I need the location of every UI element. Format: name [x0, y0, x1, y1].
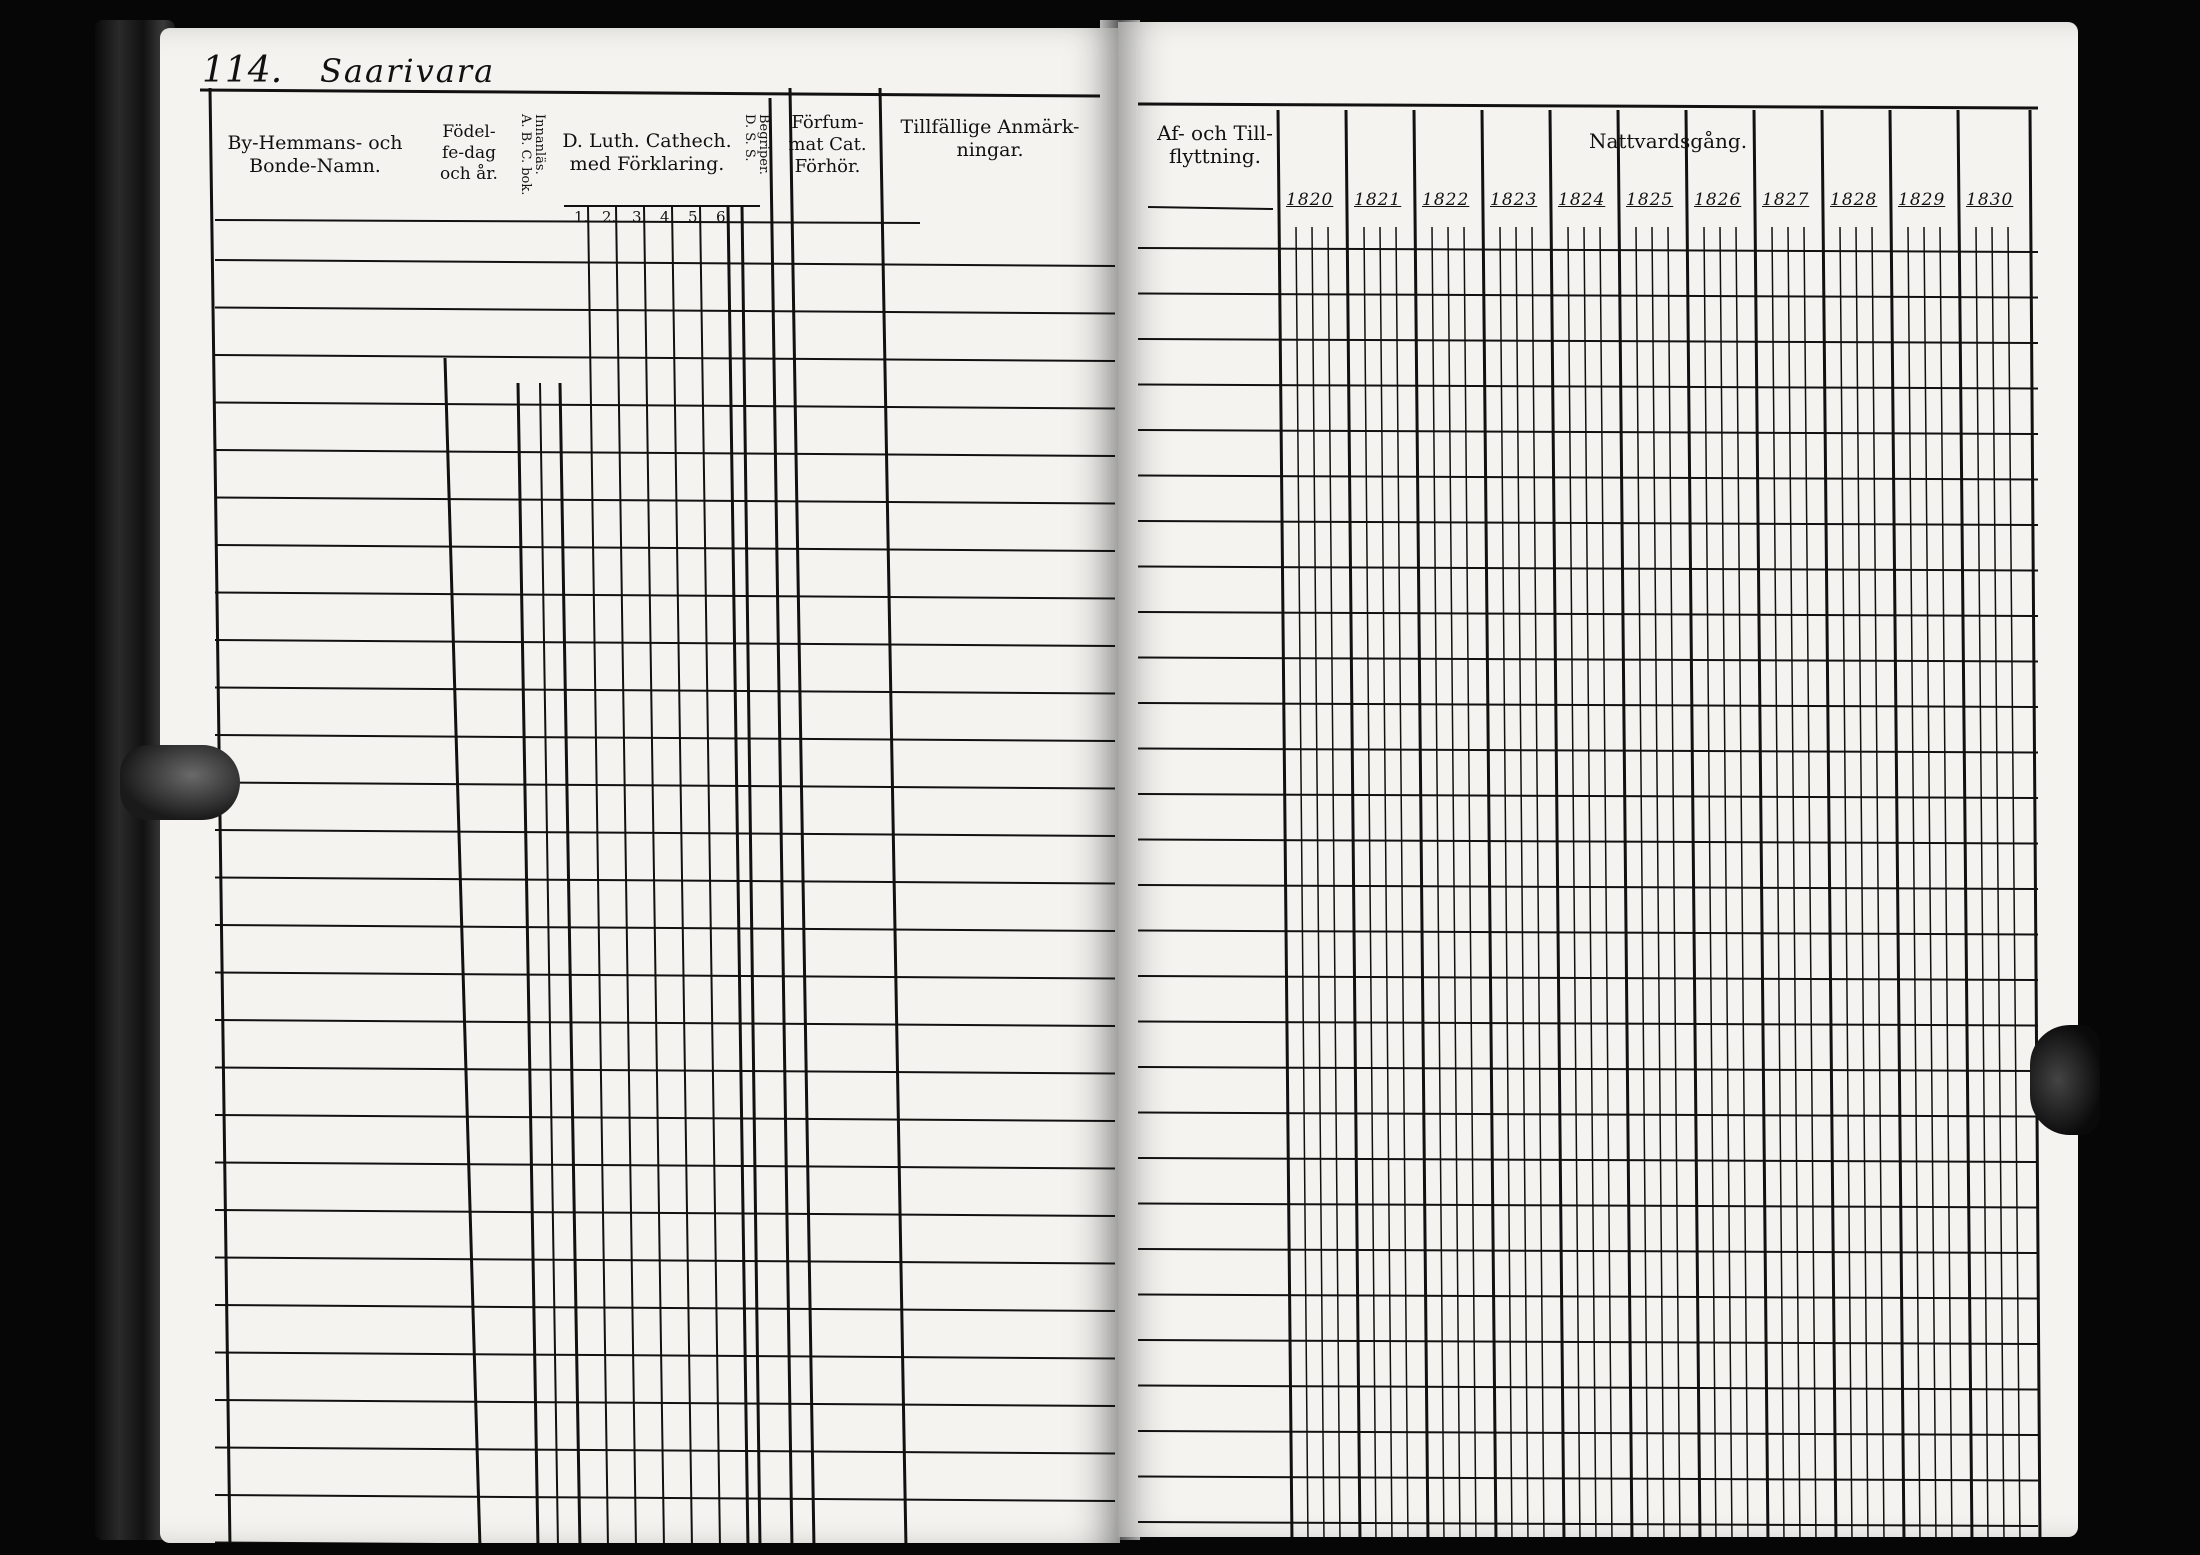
right-page-ruling — [1118, 22, 2078, 1537]
left-column-rule — [560, 383, 580, 1543]
year-subcolumn-rule — [1872, 227, 1884, 1537]
year-subcolumn-rule — [1516, 227, 1528, 1537]
year-1820: 1820 — [1286, 190, 1334, 210]
right-row-rule — [1138, 294, 2038, 298]
header-bottom-rule — [215, 220, 920, 223]
left-column-rule — [540, 383, 558, 1543]
year-subcolumn-rule — [1840, 227, 1852, 1537]
year-subcolumn-rule — [1704, 227, 1716, 1537]
luth-subcol-3: 3. — [632, 208, 647, 226]
year-subcolumn-rule — [1532, 227, 1544, 1537]
year-1828: 1828 — [1830, 190, 1878, 210]
left-row-rule — [215, 878, 1115, 884]
left-row-rule — [215, 1258, 1115, 1264]
luth-subcol-1: 1. — [574, 208, 589, 226]
luth-subcol-5: 5. — [688, 208, 703, 226]
right-row-rule — [1138, 1249, 2038, 1253]
left-row-rule — [215, 1543, 1115, 1544]
right-row-rule — [1138, 931, 2038, 935]
right-row-rule — [1138, 976, 2038, 980]
year-subcolumn-rule — [1992, 227, 2004, 1537]
header-fodelse: Födel-fe-dag och år. — [440, 122, 498, 184]
year-subcolumn-rule — [1788, 227, 1800, 1537]
year-column-rule — [1346, 110, 1360, 1537]
header-af-och-till: Af- och Till-flyttning. — [1157, 121, 1273, 168]
book-clasp-right — [2030, 1025, 2100, 1135]
page-number: 114. — [202, 50, 283, 91]
right-row-rule — [1138, 385, 2038, 389]
year-subcolumn-rule — [1772, 227, 1784, 1537]
left-row-rule — [215, 498, 1115, 504]
year-column-rule — [1278, 110, 1292, 1537]
left-row-rule — [215, 308, 1115, 314]
year-subcolumn-rule — [1568, 227, 1580, 1537]
year-1827: 1827 — [1762, 190, 1810, 210]
year-subcolumn-rule — [1976, 227, 1988, 1537]
book-clasp — [120, 745, 240, 820]
left-row-rule — [215, 260, 1115, 266]
year-subcolumn-rule — [1908, 227, 1920, 1537]
right-page — [1118, 22, 2078, 1537]
left-row-rule — [215, 1115, 1115, 1121]
header-innanlas: Innanläs. — [532, 114, 547, 175]
header-tillfallige: Tillfällige Anmärk-ningar. — [900, 116, 1080, 161]
year-subcolumn-rule — [1636, 227, 1648, 1537]
right-row-rule — [1138, 840, 2038, 844]
left-column-rule — [445, 358, 480, 1543]
luth-subcol-4: 4. — [660, 208, 675, 226]
year-column-rule — [1414, 110, 1428, 1537]
left-row-rule — [215, 1353, 1115, 1359]
year-1830: 1830 — [1966, 190, 2014, 210]
year-1821: 1821 — [1354, 190, 1402, 210]
village-name: Saarivara — [320, 52, 496, 90]
year-1826: 1826 — [1694, 190, 1742, 210]
luth-subcol-6: 6. — [716, 208, 731, 226]
header-forfum: Förfum-mat Cat. Förhör. — [788, 112, 867, 177]
year-1829: 1829 — [1898, 190, 1946, 210]
right-row-rule — [1138, 1158, 2038, 1162]
year-column-rule — [1822, 110, 1836, 1537]
left-row-rule — [215, 1305, 1115, 1311]
year-subcolumn-rule — [1584, 227, 1596, 1537]
left-row-rule — [215, 593, 1115, 599]
left-row-rule — [215, 640, 1115, 646]
year-1824: 1824 — [1558, 190, 1606, 210]
left-row-rule — [215, 1163, 1115, 1169]
top-rule — [200, 90, 1100, 96]
right-row-rule — [1138, 794, 2038, 798]
left-row-rule — [215, 1495, 1115, 1501]
header-begriper: Begriper. — [756, 114, 771, 175]
header-abc-bok: A. B. C. bok. — [518, 114, 533, 196]
right-row-rule — [1138, 521, 2038, 525]
left-column-rule — [616, 206, 636, 1543]
year-subcolumn-rule — [1600, 227, 1612, 1537]
left-column-rule — [770, 98, 792, 1543]
year-column-rule — [1958, 110, 1972, 1537]
year-subcolumn-rule — [2008, 227, 2020, 1537]
right-row-rule — [1138, 1204, 2038, 1208]
year-column-rule — [1890, 110, 1904, 1537]
year-subcolumn-rule — [1668, 227, 1680, 1537]
left-row-rule — [215, 355, 1115, 361]
left-row-rule — [215, 1020, 1115, 1026]
year-subcolumn-rule — [1500, 227, 1512, 1537]
left-row-rule — [215, 830, 1115, 836]
year-subcolumn-rule — [1924, 227, 1936, 1537]
luth-subcol-2: 2. — [602, 208, 617, 226]
header-nattvardsgang: Nattvardsgång. — [1588, 129, 1748, 153]
right-edge-rule — [2030, 110, 2040, 1537]
left-row-rule — [215, 688, 1115, 694]
left-column-rule — [518, 383, 538, 1543]
right-row-rule — [1138, 430, 2038, 434]
year-subcolumn-rule — [1940, 227, 1952, 1537]
right-header-rule — [1148, 207, 1273, 209]
left-column-rule — [880, 88, 906, 1543]
left-row-rule — [215, 1210, 1115, 1216]
left-column-rule — [790, 88, 814, 1543]
left-page — [160, 28, 1120, 1543]
header-ds: D. S. S. — [742, 114, 757, 162]
right-row-rule — [1138, 885, 2038, 889]
left-row-rule — [215, 925, 1115, 931]
year-subcolumn-rule — [1736, 227, 1748, 1537]
right-row-rule — [1138, 339, 2038, 343]
right-row-rule — [1138, 248, 2038, 252]
year-column-rule — [1754, 110, 1768, 1537]
left-row-rule — [215, 545, 1115, 551]
year-subcolumn-rule — [1856, 227, 1868, 1537]
year-1822: 1822 — [1422, 190, 1470, 210]
left-page-ruling — [160, 28, 1120, 1543]
year-subcolumn-rule — [1652, 227, 1664, 1537]
year-column-rule — [1686, 110, 1700, 1537]
year-column-rule — [1618, 110, 1632, 1537]
year-1823: 1823 — [1490, 190, 1538, 210]
year-1825: 1825 — [1626, 190, 1674, 210]
header-by-hemmans: By-Hemmans- och Bonde-Namn. — [227, 132, 403, 177]
left-column-rule — [644, 206, 664, 1543]
left-row-rule — [215, 735, 1115, 741]
year-subcolumn-rule — [1804, 227, 1816, 1537]
year-subcolumn-rule — [1720, 227, 1732, 1537]
left-row-rule — [215, 783, 1115, 789]
right-row-rule — [1138, 1022, 2038, 1026]
right-row-rule — [1138, 1113, 2038, 1117]
left-row-rule — [215, 1068, 1115, 1074]
left-row-rule — [215, 403, 1115, 409]
right-row-rule — [1138, 476, 2038, 480]
left-row-rule — [215, 1400, 1115, 1406]
left-row-rule — [215, 450, 1115, 456]
year-column-rule — [1482, 110, 1496, 1537]
right-row-rule — [1138, 567, 2038, 571]
header-luth-cathech: D. Luth. Cathech. med Förklaring. — [562, 130, 732, 175]
right-row-rule — [1138, 1067, 2038, 1071]
left-column-rule — [588, 206, 608, 1543]
right-top-rule — [1138, 104, 2038, 108]
right-row-rule — [1138, 749, 2038, 753]
left-row-rule — [215, 1448, 1115, 1454]
left-row-rule — [215, 973, 1115, 979]
year-column-rule — [1550, 110, 1564, 1537]
